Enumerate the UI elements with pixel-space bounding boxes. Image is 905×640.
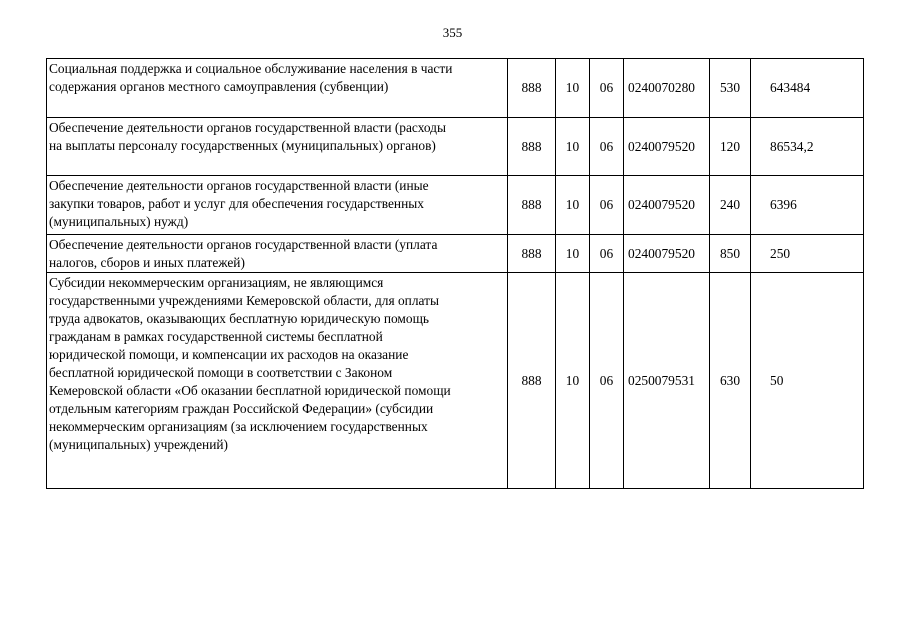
description-line: Кемеровской области «Об оказании бесплатной юридической помощи — [49, 383, 451, 398]
description-line: Социальная поддержка и социальное обслуживание населения в части — [49, 61, 453, 76]
pr-cell: 06 — [590, 235, 624, 273]
description-line: некоммерческим организациям (за исключением государственных — [49, 419, 428, 434]
rz-cell: 10 — [556, 118, 590, 176]
ved-cell: 888 — [508, 235, 556, 273]
ksr-cell: 0240079520 — [624, 235, 710, 273]
description-line: Обеспечение деятельности органов государственной власти (уплата — [49, 237, 438, 252]
pr-cell: 06 — [590, 59, 624, 118]
description-cell — [47, 59, 508, 118]
ksr-cell: 0250079531 — [624, 273, 710, 489]
vr-cell: 240 — [710, 176, 751, 235]
budget-table — [46, 58, 864, 489]
ved-cell: 888 — [508, 118, 556, 176]
description-line: (муниципальных) нужд) — [49, 214, 189, 229]
vr-cell: 120 — [710, 118, 751, 176]
description-line: Обеспечение деятельности органов государственной власти (иные — [49, 178, 429, 193]
description-line: содержания органов местного самоуправления (субвенции) — [49, 79, 389, 94]
rz-cell: 10 — [556, 235, 590, 273]
rz-cell: 10 — [556, 273, 590, 489]
vr-cell: 530 — [710, 59, 751, 118]
amount-cell: 6396 — [751, 176, 864, 235]
table-row — [47, 273, 864, 489]
description-line: отдельным категориям граждан Российской Федерации» (субсидии — [49, 401, 434, 416]
pr-cell: 06 — [590, 176, 624, 235]
vr-cell: 850 — [710, 235, 751, 273]
table-row — [47, 59, 864, 118]
amount-cell: 250 — [751, 235, 864, 273]
description-line: труда адвокатов, оказывающих бесплатную юридическую помощь — [49, 311, 430, 326]
description-cell — [47, 118, 508, 176]
vr-cell: 630 — [710, 273, 751, 489]
rz-cell: 10 — [556, 59, 590, 118]
ksr-cell: 0240070280 — [624, 59, 710, 118]
description-line: налогов, сборов и иных платежей) — [49, 255, 245, 270]
ved-cell: 888 — [508, 273, 556, 489]
table-row — [47, 176, 864, 235]
description-line: государственными учреждениями Кемеровской области, для оплаты — [49, 293, 439, 308]
table-row — [47, 235, 864, 273]
rz-cell: 10 — [556, 176, 590, 235]
description-line: Обеспечение деятельности органов государственной власти (расходы — [49, 120, 446, 135]
description-cell — [47, 273, 508, 489]
amount-cell: 50 — [751, 273, 864, 489]
description-line: Субсидии некоммерческим организациям, не являющимся — [49, 275, 384, 290]
description-line: на выплаты персоналу государственных (муниципальных) органов) — [49, 138, 436, 153]
description-cell — [47, 235, 508, 273]
pr-cell: 06 — [590, 118, 624, 176]
pr-cell: 06 — [590, 273, 624, 489]
ksr-cell: 0240079520 — [624, 118, 710, 176]
description-line: бесплатной юридической помощи в соответствии с Законом — [49, 365, 393, 380]
description-line: (муниципальных) учреждений) — [49, 437, 229, 452]
description-line: юридической помощи, и компенсации их расходов на оказание — [49, 347, 409, 362]
ved-cell: 888 — [508, 59, 556, 118]
ksr-cell: 0240079520 — [624, 176, 710, 235]
table-row — [47, 118, 864, 176]
ved-cell: 888 — [508, 176, 556, 235]
description-line: гражданам в рамках государственной системы бесплатной — [49, 329, 383, 344]
amount-cell: 86534,2 — [751, 118, 864, 176]
amount-cell: 643484 — [751, 59, 864, 118]
description-line: закупки товаров, работ и услуг для обеспечения государственных — [49, 196, 424, 211]
description-cell — [47, 176, 508, 235]
page-number: 355 — [442, 25, 463, 40]
